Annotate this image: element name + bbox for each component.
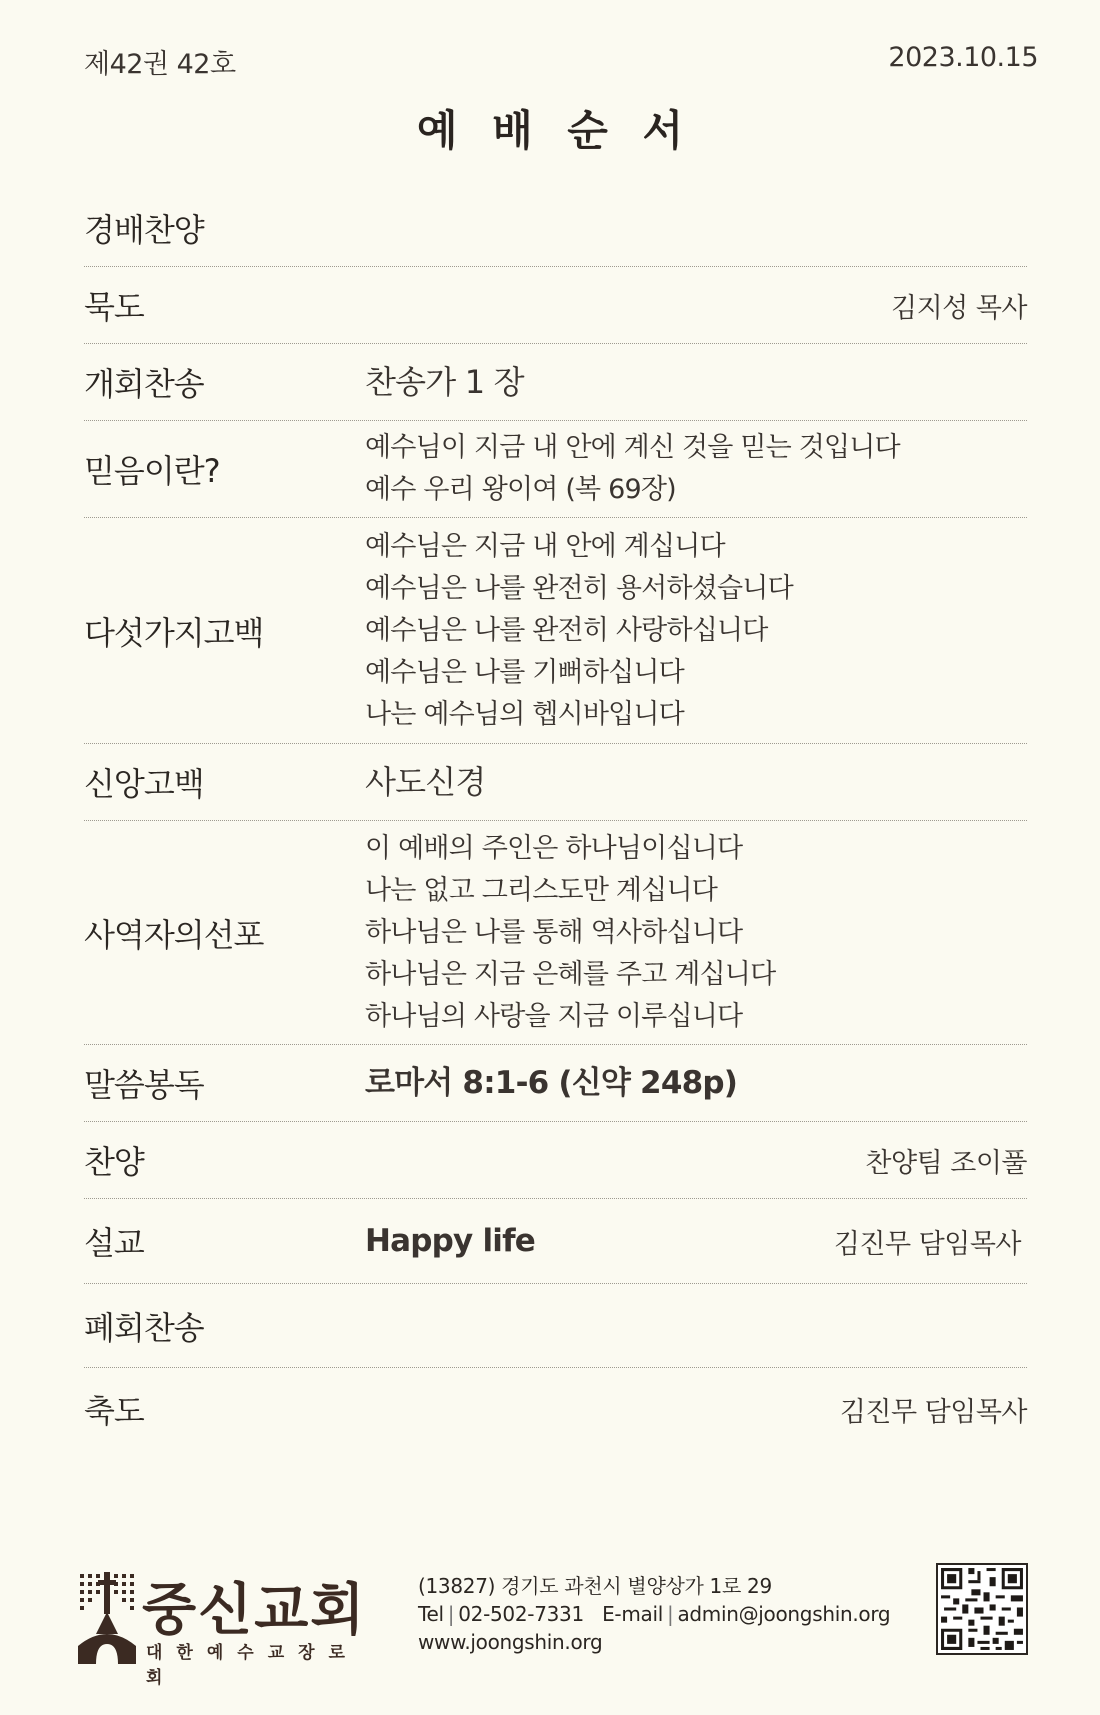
order-row-faith [84,421,1027,518]
content-line: 예수님은 나를 완전히 용서하셨습니다 [365,572,793,604]
order-leader: 김지성 목사 [891,292,1027,324]
order-row-benediction [84,1368,1027,1450]
content-line: 하나님은 나를 통해 역사하십니다 [365,916,743,948]
order-label: 설교 [84,1224,144,1262]
page-title: 예 배 순 서 [416,106,694,155]
order-label: 말씀봉독 [84,1066,204,1104]
order-leader: 김진무 담임목사 [839,1396,1027,1428]
content-line: 하나님은 지금 은혜를 주고 계십니다 [365,958,776,990]
order-label: 개회찬송 [84,365,204,403]
order-leader: 찬양팀 조이풀 [865,1147,1027,1179]
order-label: 신앙고백 [84,765,204,803]
address: (13827) 경기도 과천시 별양상가 1로 29 [418,1574,772,1598]
service-date: 2023.10.15 [888,42,1038,73]
order-row-praise [84,190,1027,267]
phone-email-line [418,1600,890,1628]
separator: | [666,1602,674,1626]
content-line: 예수님은 나를 완전히 사랑하십니다 [365,614,768,646]
content-line: 이 예배의 주인은 하나님이십니다 [365,832,743,864]
order-label: 다섯가지고백 [84,613,264,652]
content-line: 하나님의 사랑을 지금 이루십니다 [365,1000,743,1032]
order-row-declaration [84,821,1027,1045]
order-content [365,526,1027,736]
content-line: 나는 예수님의 헵시바입니다 [365,698,684,730]
contact-info [418,1572,890,1656]
tel-label: Tel [418,1602,444,1626]
order-row-praise-team [84,1122,1027,1199]
order-content [365,828,1027,1038]
order-row-five-confessions [84,518,1027,744]
volume-number: 제42권 42호 [84,49,236,80]
order-content: Happy life [365,1223,536,1259]
church-logo [78,1572,383,1688]
order-label: 믿음이란? [84,452,220,490]
content-line: 예수님이 지금 내 안에 계신 것을 믿는 것입니다 [365,432,900,463]
worship-order [84,190,1027,1450]
content-line: 예수님은 지금 내 안에 계십니다 [365,530,725,562]
church-emblem-icon [78,1572,136,1664]
content-line: 나는 없고 그리스도만 계십니다 [365,874,718,906]
order-row-creed [84,744,1027,821]
qr-code-icon [936,1563,1028,1655]
order-row-opening-hymn [84,344,1027,421]
order-label: 사역자의선포 [84,915,264,954]
footer [78,1560,1028,1688]
top-meta [84,42,1038,81]
website-link[interactable]: www.joongshin.org [418,1630,603,1654]
order-label: 축도 [84,1392,144,1430]
order-leader: 김진무 담임목사 [833,1228,1021,1260]
order-label: 찬양 [84,1143,144,1181]
order-row-sermon [84,1199,1027,1284]
separator: | [447,1602,455,1626]
denomination: 대한예수교장로회 [146,1643,359,1688]
email-label: E-mail [602,1602,663,1626]
church-name: 중신교회 [142,1578,367,1643]
order-label: 경배찬양 [84,211,204,249]
order-content [365,427,1027,511]
order-label: 묵도 [84,288,144,326]
content-line: 예수 우리 왕이여 (복 69장) [365,474,676,505]
order-row-scripture [84,1045,1027,1122]
order-content: 찬송가 1 장 [365,363,524,401]
order-row-closing-hymn [84,1284,1027,1368]
order-label: 폐회찬송 [84,1308,204,1347]
content-line: 예수님은 나를 기뻐하십니다 [365,656,684,688]
email-address[interactable]: admin@joongshin.org [677,1602,891,1626]
order-row-silent-prayer [84,267,1027,344]
order-content: 사도신경 [365,763,486,801]
phone-number: 02-502-7331 [458,1602,584,1626]
order-content: 로마서 8:1-6 (신약 248p) [365,1065,738,1101]
